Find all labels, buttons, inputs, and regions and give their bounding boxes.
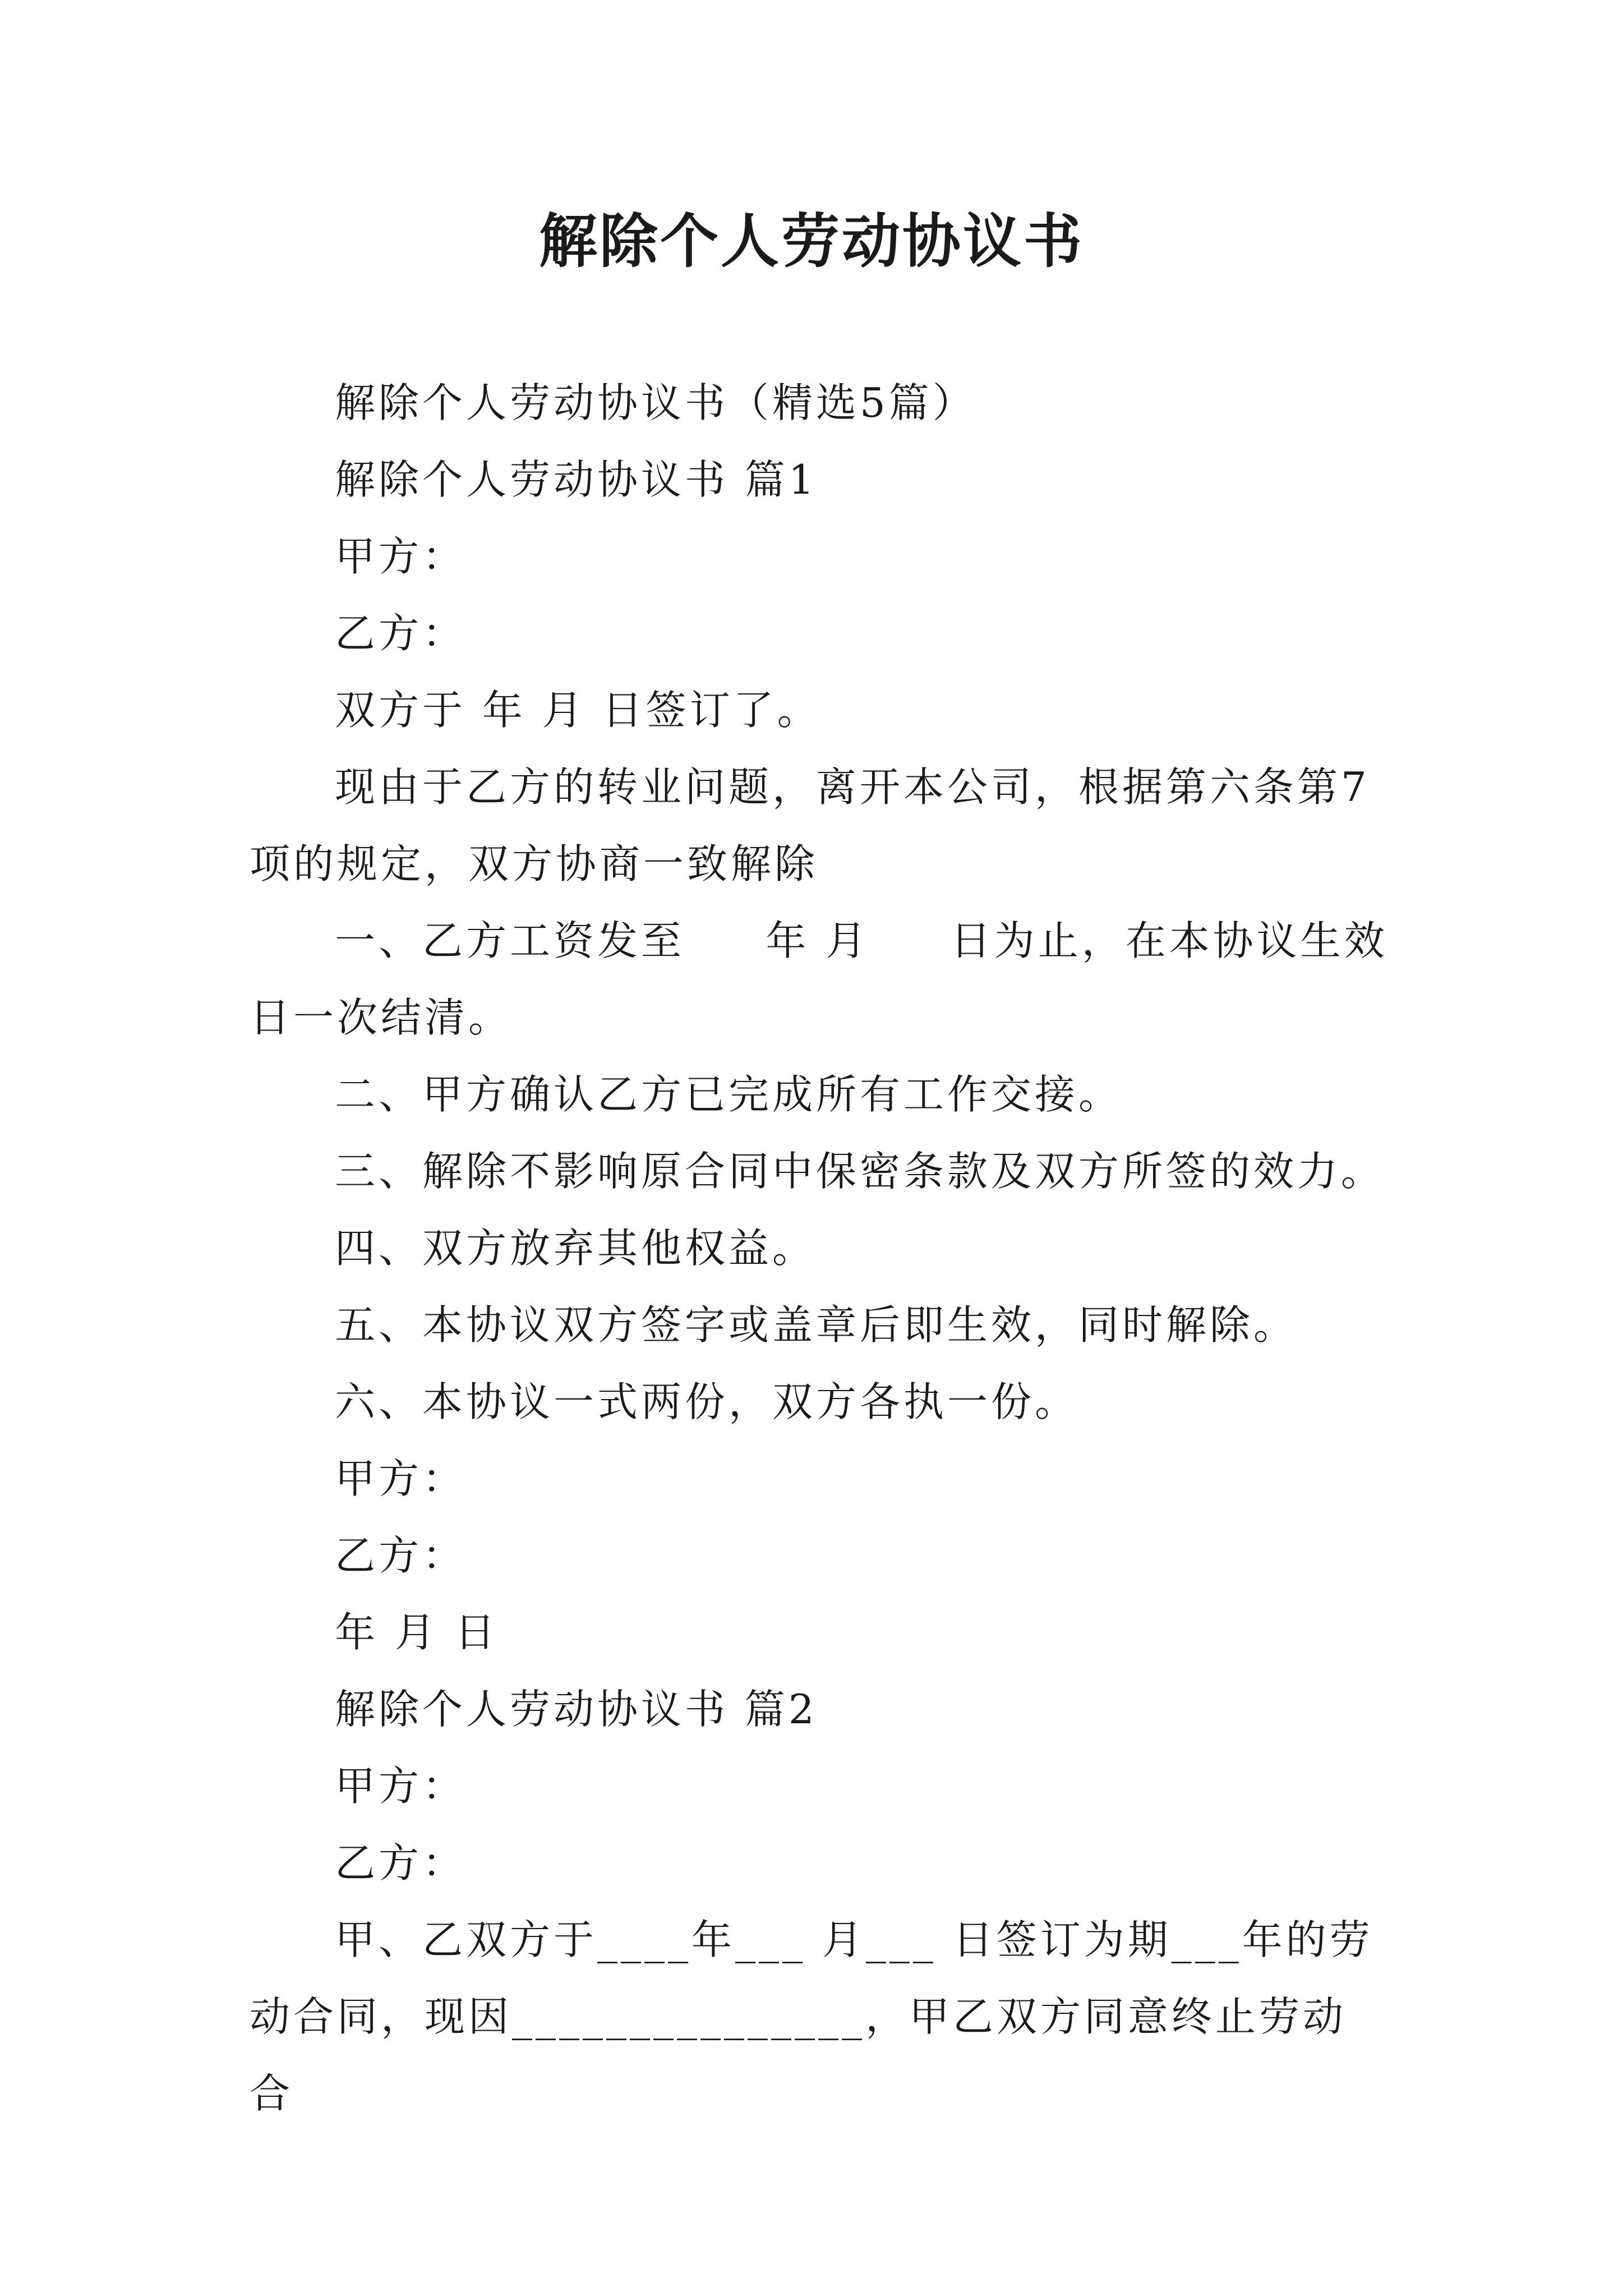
document-body <box>250 365 1388 2132</box>
paragraph-clause-6: 六、本协议一式两份，双方各执一份。 <box>335 1378 1079 1425</box>
paragraph-sign-date: 年 月 日 <box>335 1609 499 1656</box>
document-title: 解除个人劳动协议书 <box>538 206 1084 275</box>
paragraph-clause-1: 一、乙方工资发至 年 月 日为止，在本协议生效日一次结清。 <box>250 917 1388 1041</box>
paragraph-sign-party-a: 甲方： <box>335 1455 467 1502</box>
paragraph-collection-title: 解除个人劳动协议书（精选5篇） <box>335 379 976 426</box>
paragraph-sign-party-b: 乙方： <box>335 1532 467 1579</box>
paragraph-party-b: 乙方： <box>335 610 467 657</box>
paragraph-signing-date: 双方于 年 月 日签订了。 <box>335 687 821 734</box>
paragraph-clause-3: 三、解除不影响原合同中保密条款及双方所签的效力。 <box>335 1148 1385 1195</box>
paragraph-clause-5: 五、本协议双方签字或盖章后即生效，同时解除。 <box>335 1301 1298 1349</box>
paragraph-clause-2: 二、甲方确认乙方已完成所有工作交接。 <box>335 1071 1123 1118</box>
paragraph-section-2-party-b: 乙方： <box>335 1839 467 1887</box>
paragraph-section-1-heading: 解除个人劳动协议书 篇1 <box>335 456 818 503</box>
paragraph-party-a: 甲方： <box>335 533 467 580</box>
paragraph-clause-4: 四、双方放弃其他权益。 <box>335 1225 817 1272</box>
paragraph-section-2-contract: 甲、乙双方于____年___ 月___ 日签订为期___年的劳动合同，现因_______________，甲乙双方同意终止劳动合 <box>250 1916 1373 2117</box>
paragraph-section-2-party-a: 甲方： <box>335 1763 467 1810</box>
paragraph-section-2-heading: 解除个人劳动协议书 篇2 <box>335 1686 818 1733</box>
paragraph-reason: 现由于乙方的转业问题，离开本公司，根据第六条第7项的规定，双方协商一致解除 <box>250 763 1370 887</box>
